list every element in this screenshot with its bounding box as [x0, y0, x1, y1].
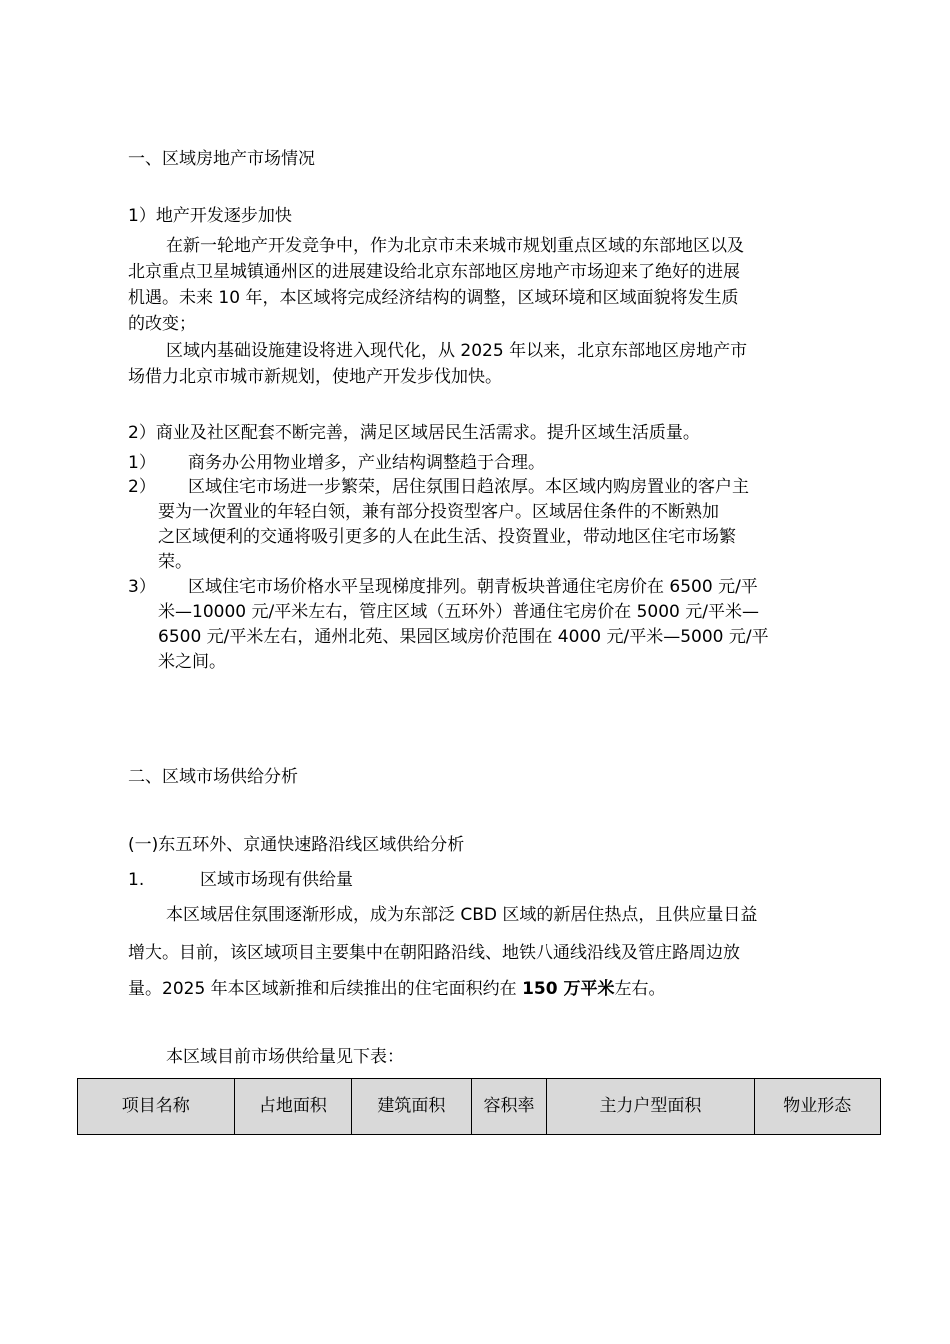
- text-segment: 量。2025 年本区域新推和后续推出的住宅面积约在: [128, 979, 523, 999]
- text-segment: 左右。: [614, 979, 666, 999]
- table-header-cell: 容积率: [471, 1079, 547, 1135]
- list-item-line: 米—10000 元/平米左右，管庄区域（五环外）普通住宅房价在 5000 元/平米—: [158, 602, 760, 622]
- paragraph-line: 的改变；: [128, 314, 196, 334]
- section1-title: 一、区域房地产市场情况: [128, 149, 315, 169]
- list-item-line: 6500 元/平米左右，通州北苑、果园区域房价范围在 4000 元/平米—5000 元/平: [158, 627, 769, 647]
- list-item-line: 荣。: [158, 552, 192, 572]
- list-item-line: 区域住宅市场进一步繁荣，居住氛围日趋浓厚。本区域内购房置业的客户主: [188, 477, 749, 497]
- list-item-line: 商务办公用物业增多，产业结构调整趋于合理。: [188, 453, 545, 473]
- list-number: 1）: [128, 453, 156, 473]
- sub1-title: 1）地产开发逐步加快: [128, 206, 292, 226]
- list-number: 2）: [128, 477, 156, 497]
- list-item-line: 要为一次置业的年轻白领，兼有部分投资型客户。区域居住条件的不断熟加: [158, 502, 719, 522]
- item-title: 区域市场现有供给量: [200, 870, 353, 890]
- paragraph-line: 机遇。未来 10 年，本区域将完成经济结构的调整，区域环境和区域面貌将发生质: [128, 288, 739, 308]
- table-header-cell: 建筑面积: [352, 1079, 472, 1135]
- paragraph-line: [128, 976, 665, 1002]
- list-item-line: 米之间。: [158, 652, 226, 672]
- paragraph-line: 本区域居住氛围逐渐形成，成为东部泛 CBD 区域的新居住热点，且供应量日益: [166, 905, 758, 925]
- table-header-row: [78, 1079, 881, 1135]
- list-number: 3）: [128, 577, 156, 597]
- paragraph-line: 北京重点卫星城镇通州区的进展建设给北京东部地区房地产市场迎来了绝好的进展: [128, 262, 740, 282]
- paragraph-line: 增大。目前，该区域项目主要集中在朝阳路沿线、地铁八通线沿线及管庄路周边放: [128, 943, 740, 963]
- paragraph-line: 区域内基础设施建设将进入现代化，从 2025 年以来，北京东部地区房地产市: [166, 341, 748, 361]
- list-item-line: 之区域便利的交通将吸引更多的人在此生活、投资置业，带动地区住宅市场繁: [158, 527, 736, 547]
- item-number: 1.: [128, 870, 145, 890]
- section2-title: 二、区域市场供给分析: [128, 767, 298, 787]
- highlight-figure: 150 万平米: [522, 979, 615, 999]
- table-header-cell: 物业形态: [754, 1079, 880, 1135]
- table-header-cell: 项目名称: [78, 1079, 235, 1135]
- table-header-cell: 主力户型面积: [547, 1079, 754, 1135]
- supply-table: [77, 1078, 881, 1135]
- sub-section-title: (一)东五环外、京通快速路沿线区域供给分析: [128, 835, 465, 855]
- sub2-title: 2）商业及社区配套不断完善，满足区域居民生活需求。提升区域生活质量。: [128, 423, 700, 443]
- list-item-line: 区域住宅市场价格水平呈现梯度排列。朝青板块普通住宅房价在 6500 元/平: [188, 577, 758, 597]
- paragraph-line: 在新一轮地产开发竞争中，作为北京市未来城市规划重点区域的东部地区以及: [166, 236, 744, 256]
- table-intro: 本区域目前市场供给量见下表：: [166, 1047, 404, 1067]
- table-header-cell: 占地面积: [234, 1079, 352, 1135]
- paragraph-line: 场借力北京市城市新规划，使地产开发步伐加快。: [128, 367, 502, 387]
